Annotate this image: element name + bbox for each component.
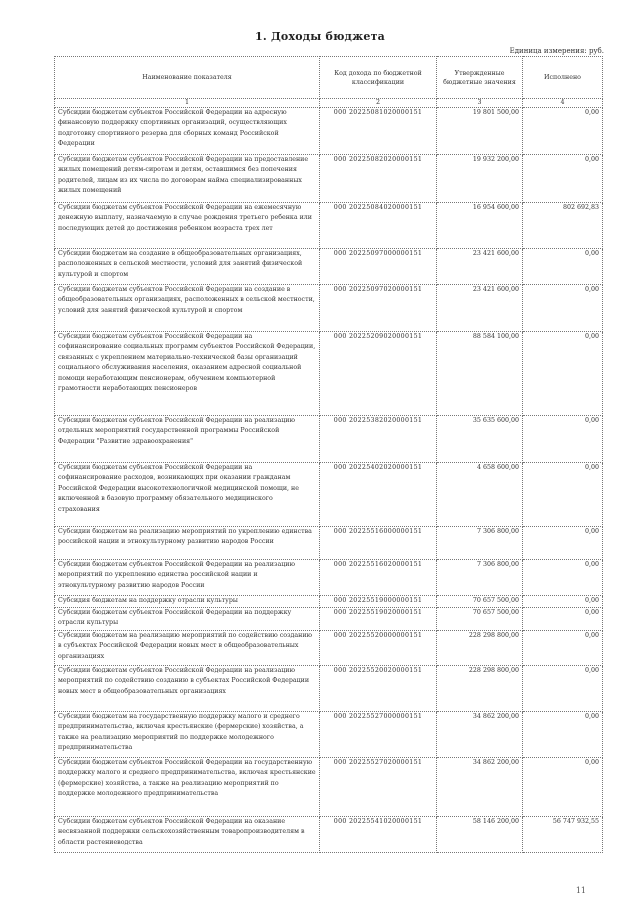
row-name: Субсидия бюджетам на поддержку отрасли культуры xyxy=(55,596,320,608)
row-code: 000 20225519000000151 xyxy=(320,596,437,608)
row-code: 000 20225519020000151 xyxy=(320,608,437,631)
column-number: 4 xyxy=(523,99,603,108)
row-code: 000 20225382020000151 xyxy=(320,416,437,463)
row-approved: 23 421 600,00 xyxy=(437,249,523,285)
row-code: 000 20225516000000151 xyxy=(320,527,437,560)
page-number: 11 xyxy=(575,886,586,895)
row-approved: 19 801 500,00 xyxy=(437,108,523,155)
row-approved: 34 862 200,00 xyxy=(437,758,523,817)
table-row xyxy=(55,596,603,608)
column-number: 3 xyxy=(437,99,523,108)
row-name: Субсидии бюджетам субъектов Российской Федерации на государственную поддержку малого и среднего предпринимательства, включая крестьянские (фермерские) хозяйства, а также на реализацию мероприятий по поддержке молодежного предпринимательства xyxy=(55,758,320,817)
row-name: Субсидии бюджетам на реализацию мероприятий по укреплению единства российской нации и этнокультурному развитию народов России xyxy=(55,527,320,560)
row-executed: 0,00 xyxy=(523,758,603,817)
row-code: 000 20225541020000151 xyxy=(320,817,437,853)
table-row xyxy=(55,332,603,416)
column-number-row xyxy=(55,99,603,108)
row-name: Субсидии бюджетам субъектов Российской Федерации на софинансирование расходов, возникающих при оказании гражданам Российской Федерации высокотехнологичной медицинской помощи, не включенной в базовую программу обязательного медицинского страхования xyxy=(55,463,320,527)
row-executed: 0,00 xyxy=(523,712,603,758)
row-code: 000 20225082020000151 xyxy=(320,155,437,203)
row-approved: 228 298 800,00 xyxy=(437,666,523,712)
table-row xyxy=(55,666,603,712)
column-number: 2 xyxy=(320,99,437,108)
row-approved: 228 298 800,00 xyxy=(437,631,523,666)
row-name: Субсидии бюджетам субъектов Российской Федерации на адресную финансовую поддержку спортивных организаций, осуществляющих подготовку спортивного резерва для сборных команд Российской Федерации xyxy=(55,108,320,155)
row-executed: 0,00 xyxy=(523,560,603,596)
table-row xyxy=(55,463,603,527)
row-executed: 0,00 xyxy=(523,155,603,203)
row-executed: 0,00 xyxy=(523,332,603,416)
row-name: Субсидии бюджетам на создание в общеобразовательных организациях, расположенных в сельской местности, условий для занятий физической культурой и спортом xyxy=(55,249,320,285)
row-approved: 7 306 800,00 xyxy=(437,560,523,596)
row-name: Субсидии бюджетам субъектов Российской Федерации на ежемесячную денежную выплату, назначаемую в случае рождения третьего ребенка или последующих детей до достижения ребенком возраста трех лет xyxy=(55,203,320,249)
table-row xyxy=(55,560,603,596)
row-executed: 0,00 xyxy=(523,596,603,608)
column-number: 1 xyxy=(55,99,320,108)
row-approved: 58 146 200,00 xyxy=(437,817,523,853)
row-approved: 34 862 200,00 xyxy=(437,712,523,758)
row-approved: 35 635 600,00 xyxy=(437,416,523,463)
header-name: Наименование показателя xyxy=(55,57,320,99)
header-row xyxy=(55,57,603,99)
row-name: Субсидии бюджетам субъектов Российской Федерации на предоставление жилых помещений детям-сиротам и детям, оставшимся без попечения родителей, лицам из их числа по договорам найма специализированных жилых помещений xyxy=(55,155,320,203)
table-row xyxy=(55,108,603,155)
table-row xyxy=(55,758,603,817)
row-code: 000 20225097000000151 xyxy=(320,249,437,285)
row-executed: 56 747 932,55 xyxy=(523,817,603,853)
row-name: Субсидии бюджетам субъектов Российской Федерации на реализацию мероприятий по укреплению единства российской нации и этнокультурному развитию народов России xyxy=(55,560,320,596)
table-row xyxy=(55,285,603,332)
row-executed: 0,00 xyxy=(523,108,603,155)
row-executed: 0,00 xyxy=(523,631,603,666)
row-approved: 70 657 500,00 xyxy=(437,608,523,631)
row-code: 000 20225402020000151 xyxy=(320,463,437,527)
table-row xyxy=(55,155,603,203)
row-name: Субсидии бюджетам субъектов Российской Федерации на реализацию мероприятий по содействию созданию в субъектах Российской Федерации новых мест в общеобразовательных организациях xyxy=(55,666,320,712)
row-code: 000 20225520000000151 xyxy=(320,631,437,666)
row-approved: 23 421 600,00 xyxy=(437,285,523,332)
row-code: 000 20225520020000151 xyxy=(320,666,437,712)
units-label: Единица измерения: руб. xyxy=(509,47,604,55)
row-executed: 0,00 xyxy=(523,285,603,332)
table-row xyxy=(55,817,603,853)
table-row xyxy=(55,203,603,249)
budget-income-table xyxy=(54,56,603,853)
row-approved: 7 306 800,00 xyxy=(437,527,523,560)
row-code: 000 20225527000000151 xyxy=(320,712,437,758)
table-row xyxy=(55,527,603,560)
row-executed: 0,00 xyxy=(523,249,603,285)
row-name: Субсидии бюджетам субъектов Российской Федерации на реализацию отдельных мероприятий государственной программы Российской Федерации "Развитие здравоохранения" xyxy=(55,416,320,463)
row-name: Субсидии бюджетам на реализацию мероприятий по содействию созданию в субъектах Российской Федерации новых мест в общеобразовательных организациях xyxy=(55,631,320,666)
row-code: 000 20225081020000151 xyxy=(320,108,437,155)
table-row xyxy=(55,416,603,463)
row-executed: 0,00 xyxy=(523,666,603,712)
row-code: 000 20225516020000151 xyxy=(320,560,437,596)
row-approved: 70 657 500,00 xyxy=(437,596,523,608)
table-row xyxy=(55,631,603,666)
row-executed: 0,00 xyxy=(523,463,603,527)
row-approved: 4 658 600,00 xyxy=(437,463,523,527)
row-approved: 16 954 600,00 xyxy=(437,203,523,249)
row-code: 000 20225084020000151 xyxy=(320,203,437,249)
row-approved: 19 932 200,00 xyxy=(437,155,523,203)
header-code: Код дохода по бюджетной классификации xyxy=(320,57,437,99)
row-name: Субсидии бюджетам на государственную поддержку малого и среднего предпринимательства, включая крестьянские (фермерские) хозяйства, а также на реализацию мероприятий по поддержке молодежного предпринимательства xyxy=(55,712,320,758)
row-name: Субсидии бюджетам субъектов Российской Федерации на софинансирование социальных программ субъектов Российской Федерации, связанных с укреплением материально-технической базы организаций социального обслуживания населения, оказанием адресной социальной помощи неработающим пенсионерам, обучением компьютерной грамотности неработающих пенсионеров xyxy=(55,332,320,416)
row-name: Субсидии бюджетам субъектов Российской Федерации на оказание несвязанной поддержки сельскохозяйственным товаропроизводителям в области растениеводства xyxy=(55,817,320,853)
row-name: Субсидии бюджетам субъектов Российской Федерации на создание в общеобразовательных организациях, расположенных в сельской местности, условий для занятий физической культурой и спортом xyxy=(55,285,320,332)
row-name: Субсидии бюджетам субъектов Российской Федерации на поддержку отрасли культуры xyxy=(55,608,320,631)
row-executed: 0,00 xyxy=(523,527,603,560)
row-code: 000 20225209020000151 xyxy=(320,332,437,416)
row-executed: 0,00 xyxy=(523,608,603,631)
row-executed: 802 692,83 xyxy=(523,203,603,249)
table-row xyxy=(55,249,603,285)
row-code: 000 20225527020000151 xyxy=(320,758,437,817)
row-code: 000 20225097020000151 xyxy=(320,285,437,332)
table-row xyxy=(55,608,603,631)
header-approved: Утвержденные бюджетные значения xyxy=(437,57,523,99)
table-row xyxy=(55,712,603,758)
row-approved: 88 584 100,00 xyxy=(437,332,523,416)
row-executed: 0,00 xyxy=(523,416,603,463)
header-executed: Исполнено xyxy=(523,57,603,99)
section-title: 1. Доходы бюджета xyxy=(255,30,385,43)
